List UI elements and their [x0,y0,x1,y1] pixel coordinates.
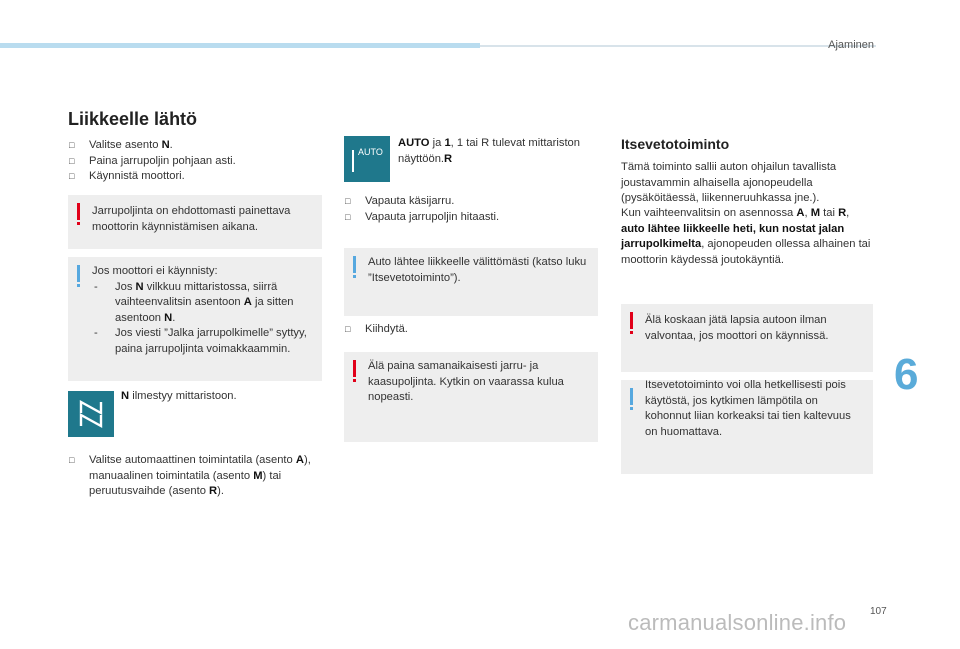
warning-note: Jarrupoljinta on ehdottomasti painettava moottorin käynnistämisen aikana. [68,195,322,249]
section-name: Ajaminen [828,39,874,51]
info-lead: Jos moottori ei käynnisty: [92,265,218,277]
auto-display-caption: AUTO ja 1, 1 tai R tulevat mittariston näyttöön.R [398,137,581,165]
warning-note: Älä paina samanaikaisesti jarru- ja kaasupoljinta. Kytkin on vaarassa kulua nopeasti. [344,352,598,442]
list-item: □ Vapauta käsijarru. [344,194,594,210]
accelerate-step-list [344,322,594,338]
n-display-icon [68,391,114,437]
list-item: □ Valitse asento N. [68,138,318,154]
info-list [92,280,314,358]
info-note: Auto lähtee liikkeelle välittömästi (katso luku ”Itsevetotoiminto”). [344,248,598,316]
warning-icon [353,360,356,377]
chapter-number: 6 [894,350,919,399]
info-note [68,257,322,381]
header-accent-bar [0,43,480,48]
paragraph: Tämä toiminto sallii auton ohjailun tavallista joustavammin alhaisella ajonopeudella (pysäköitäessä, liikenneruuhkassa jne.). [621,161,837,204]
n-display-caption: N ilmestyy mittaristoon. [121,390,237,402]
list-item: - Jos N vilkkuu mittaristossa, siirrä vaihteenvalitsin asentoon A ja sitten asentoon N. [92,280,314,327]
final-step-list [68,453,324,500]
page-number: 107 [870,606,887,617]
list-item: □ Paina jarrupoljin pohjaan asti. [68,154,318,170]
release-steps-list [344,194,594,225]
auto-display-icon: AUTO [344,136,390,182]
start-steps-list [68,138,318,185]
list-item: □ Käynnistä moottori. [68,169,318,185]
paragraph: Kun vaihteenvalitsin on asennossa A, M tai R, auto lähtee liikkeelle heti, kun nostat jalan jarrupolkimelta, ajonopeuden ollessa alhainen tai moottorin käydessä joutokäyntiä. [621,207,871,266]
warning-icon [77,203,80,220]
page-title: Liikkeelle lähtö [68,109,198,129]
list-item: □ Kiihdytä. [344,322,594,338]
warning-icon [630,312,633,329]
watermark: carmanualsonline.info [628,610,847,635]
list-item: - Jos viesti ”Jalka jarrupolkimelle” syttyy, paina jarrupoljinta voimakkaammin. [92,326,314,357]
info-icon [77,265,80,282]
info-note: Itsevetotoiminto voi olla hetkellisesti pois käytöstä, jos kytkimen lämpötila on kohonnut liian korkeaksi tai tien kaltevuus on huomattava. [621,380,873,474]
info-icon [353,256,356,273]
list-item: □ Valitse automaattinen toimintatila (asento A), manuaalinen toimintatila (asento M) tai peruutusvaihde (asento R). [68,453,324,500]
warning-note: Älä koskaan jätä lapsia autoon ilman valvontaa, jos moottori on käynnissä. [621,304,873,372]
header-rule [480,45,876,47]
list-item: □ Vapauta jarrupoljin hitaasti. [344,210,594,226]
section-heading: Itsevetotoiminto [621,136,730,152]
info-icon [630,388,633,405]
